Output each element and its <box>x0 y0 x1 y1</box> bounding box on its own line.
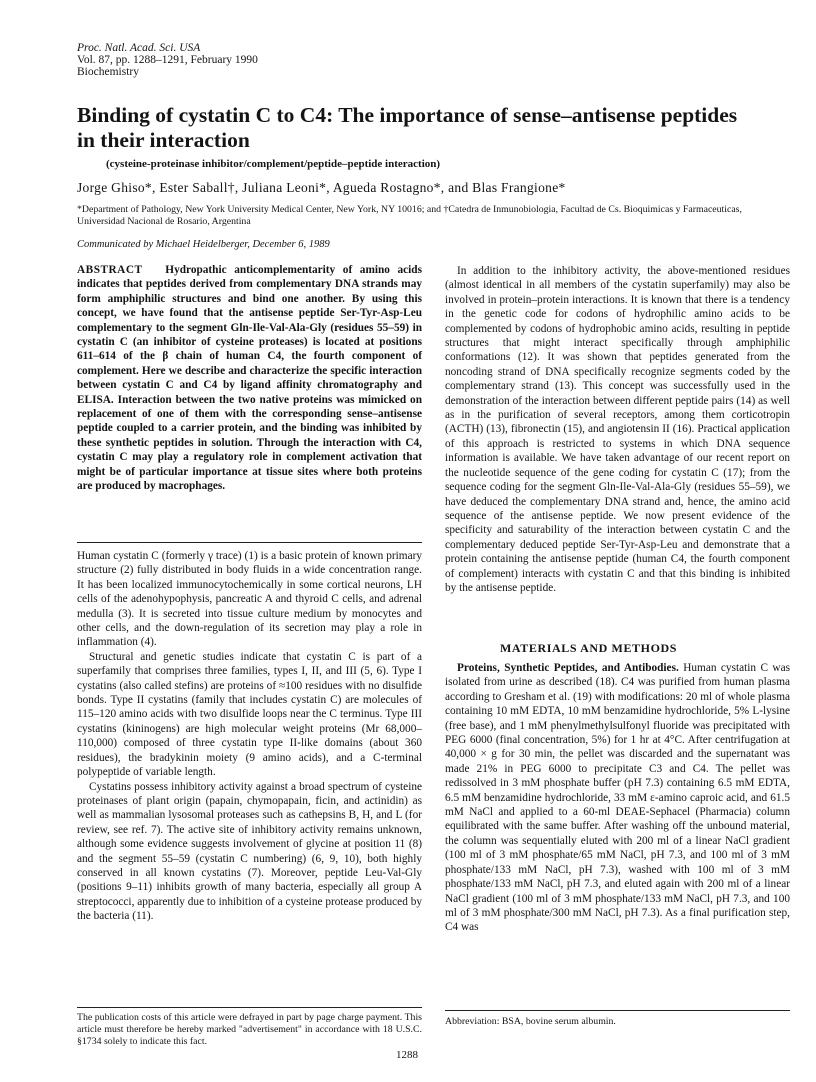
article-title: Binding of cystatin C to C4: The importance of sense–antisense peptides in their interaction <box>77 103 738 152</box>
abstract-text: Hydropathic anticomplementarity of amino acids indicates that peptides derived from complementary DNA strands may form amphiphilic structures and bind one another. By using this concept, we have found that the antisense peptide Ser-Tyr-Asp-Leu complementary to the segment Gln-Ile-Val-Ala-Gly (residues 55–59) in cystatin C (an inhibitor of cysteine proteases) is located at positions 611–614 of the β chain of human C4, the fourth component of complement. Here we describe and characterize the specific interaction between cystatin C and C4 by ligand affinity chromatography and ELISA. Interaction between the two native proteins was mimicked on replacement of one of them with the corresponding sense–antisense peptide coupled to a carrier protein, and the binding was inhibited by these synthetic peptides in solution. Through the interaction with C4, cystatin C may play a regulatory role in complement activation that might be of particular importance at tissue sites where both proteins are produced by macrophages. <box>77 264 422 493</box>
methods-body <box>445 661 790 935</box>
abbreviation-divider <box>445 1010 790 1011</box>
page-number: 1288 <box>396 1049 418 1061</box>
body-paragraph: Structural and genetic studies indicate that cystatin C is part of a superfamily that comprises three families, types I, II, and III (5, 6). Type I cystatins (also called stefins) are proteins of ≈100 residues with no disulfide bonds. Type II cystatins (family that includes cystatin C) are molecules of 115–120 amino acids with two disulfide loops near the C terminus. Type III cystatins (kininogens) are high molecular weight proteins (Mr 68,000–110,000) composed of three cystatin type II-like domains (about 360 residues), the bradykinin moiety (9 amino acids), and a C-terminal polypeptide of variable length. <box>77 650 422 779</box>
publication-cost-footnote: The publication costs of this article were defrayed in part by page charge payment. This article must therefore be hereby marked "advertisement" in accordance with 18 U.S.C. §1734 solely to indicate this fact. <box>77 1012 422 1047</box>
journal-header <box>77 42 258 78</box>
journal-name: Proc. Natl. Acad. Sci. USA <box>77 42 201 54</box>
abbreviation-footnote: Abbreviation: BSA, bovine serum albumin. <box>445 1016 616 1027</box>
body-paragraph: Human cystatin C (formerly γ trace) (1) is a basic protein of known primary structure (2) fully distributed in body fluids in a wide concentration range. It has been localized immunocytochemically in some cortical neurons, LH cells of the adenohypophysis, pancreatic A and thyroid C cells, and adrenal medulla (3). It is secreted into tissue culture medium by monocytes and other cells, and the down-regulation of its secretion may play a role in inflammation (4). <box>77 550 422 649</box>
body-paragraph: In addition to the inhibitory activity, the above-mentioned residues (almost identical in all members of the cystatin superfamily) may also be involved in protein–protein interactions. It is known that there is a tendency in the genetic code for codons of hydrophilic amino acids to be complemented by codons of hydrophobic amino acids, resulting in peptide structures that might interact specifically through amphiphilic conformations (12). It was shown that peptides generated from the noncoding strand of DNA specifically recognize segments coded by the complementary strand (13). This concept was successfully used in the demonstration of the interaction between different peptide pairs (14) as well as in the purification of several receptors, among them corticotropin (ACTH) (13), fibronectin (15), and angiotensin II (16). Practical application of this approach is restricted to systems in which DNA sequence information is available. We have taken advantage of our recent report on the nucleotide sequence of the gene coding for cystatin C (17); from the sequence coding for the segment Gln-Ile-Val-Ala-Gly (residues 55–59), we have deduced the complementary DNA strand and, hence, the amino acid sequence of the antisense peptide. We now present evidence of the specificity and saturability of the interaction between cystatin C and the complementary deduced peptide Ser-Tyr-Asp-Leu and demonstrate that a protein containing the antisense peptide (human C4, the fourth component of complement) interacts with cystatin C and that this binding is inhibited by the antisense peptide. <box>445 265 790 594</box>
left-body <box>77 549 422 924</box>
author-list: Jorge Ghiso*, Ester Saball†, Juliana Leoni*, Agueda Rostagno*, and Blas Frangione* <box>77 180 566 195</box>
abstract-divider <box>77 542 422 543</box>
methods-run-in-heading: Proteins, Synthetic Peptides, and Antibodies. <box>457 662 679 674</box>
section-heading: MATERIALS AND METHODS <box>500 641 678 655</box>
footnote-divider <box>77 1007 422 1008</box>
communicated-by: Communicated by Michael Heidelberger, December 6, 1989 <box>77 239 330 250</box>
affiliations: *Department of Pathology, New York University Medical Center, New York, NY 10016; and †Catedra de Inmunobiologia, Facultad de Cs. Bioquimicas y Farmaceuticas, Universidad Nacional de Rosario, Argentina <box>77 204 742 227</box>
methods-text: Human cystatin C was isolated from urine as described (18). C4 was purified from human plasma according to Gresham et al. (19) with modifications: 20 ml of whole plasma containing 10 mM EDTA, 10 mM benzamidine hydrochloride, 5% L-lysine (free base), and 1 mM phenylmethylsulfonyl fluoride was precipitated with PEG 6000 (final concentration, 5%) for 1 hr at 4°C. After centrifugation at 40,000 × g for 30 min, the pellet was discarded and the supernatant was made 21% in PEG 6000 to precipitate C3 and C4. The pellet was redissolved in 3 mM phosphate buffer (pH 7.3) containing 6.5 mM EDTA, 6.5 mM benzamidine hydrochloride, 33 mM ε-amino caproic acid, and 61.5 mM NaCl and applied to a 60-ml DEAE-Sephacel (Pharmacia) column equilibrated with the same buffer. After washing off the unbound material, the column was sequentially eluted with 200 ml of a linear NaCl gradient (100 ml of 3 mM phosphate/65 mM NaCl, pH 7.3, and 100 ml of 3 mM phosphate/133 mM NaCl, pH 7.3), washed with 100 ml of 3 mM phosphate/133 mM NaCl, pH 7.3, and eluted again with 200 ml of a linear NaCl gradient (100 ml of 3 mM phosphate/133 mM NaCl, pH 7.3, and 100 ml of 3 mM phosphate/300 mM NaCl, pH 7.3). As a final purification step, C4 was <box>445 662 790 934</box>
abstract-label: ABSTRACT <box>77 264 143 276</box>
right-body <box>445 264 790 595</box>
abstract <box>77 263 422 494</box>
article-keywords: (cysteine-proteinase inhibitor/complement/peptide–peptide interaction) <box>106 158 441 170</box>
body-paragraph: Cystatins possess inhibitory activity against a broad spectrum of cysteine proteinases of plant origin (papain, chymopapain, ficin, and actinidin) as well as mammalian lysosomal proteases such as cathepsins B, H, and L (for review, see ref. 7). The active site of inhibitory activity remains unknown, although some evidence suggests involvement of glycine at position 11 (8) and the segment 55–59 (cystatin C numbering) (6, 9, 10), both highly conserved in all known cystatins (7). Moreover, peptide Leu-Val-Gly (positions 9–11) inhibits growth of many bacteria, especially all group A streptococci, apparently due to inhibition of a cysteine protease produced by the bacteria (11). <box>77 780 422 923</box>
volume-line: Vol. 87, pp. 1288–1291, February 1990 <box>77 54 258 66</box>
section-name: Biochemistry <box>77 66 139 78</box>
